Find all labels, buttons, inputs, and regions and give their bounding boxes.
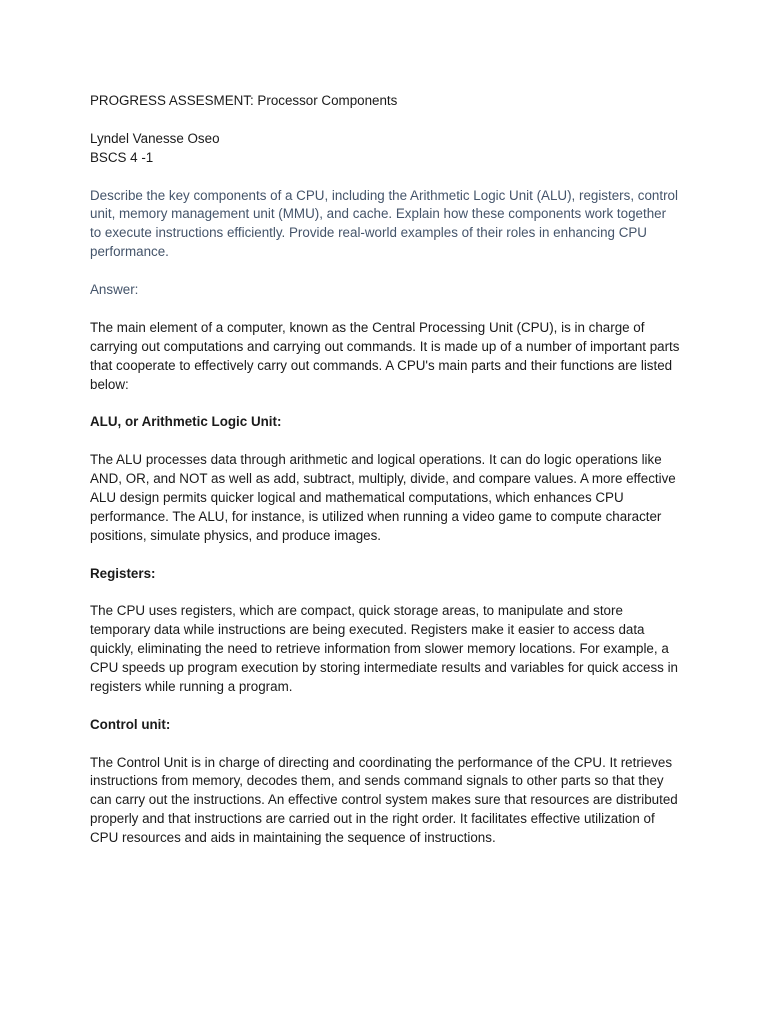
spacer — [90, 168, 680, 187]
document-title: PROGRESS ASSESMENT: Processor Components — [90, 93, 398, 108]
section-heading-control-unit: Control unit: — [90, 716, 171, 732]
section-body-control-unit: The Control Unit is in charge of directing and coordinating the performance of the CPU. It retrieves instructions from memory, decodes them, and sends command signals to other parts so that they can carry out the instructions. An effective control system makes sure that resources are distributed properly and that instructions are carried out in the right order. It facilitates effective utilization of CPU resources and aids in maintaining the sequence of instructions. — [90, 754, 678, 846]
section-heading-registers: Registers: — [90, 565, 156, 581]
section-heading-alu: ALU, or Arithmetic Logic Unit: — [90, 414, 282, 430]
intro-paragraph: The main element of a computer, known as the Central Processing Unit (CPU), is in charge of carrying out computations and carrying out commands. It is made up of a number of important parts that cooperate to effectively carry out commands. A CPU's main parts and their functions are listed below: — [90, 319, 680, 392]
author-name: Lyndel Vanesse Oseo — [90, 130, 220, 146]
class-section: BSCS 4 -1 — [90, 149, 154, 165]
spacer — [90, 111, 680, 130]
section-body-registers: The CPU uses registers, which are compact, quick storage areas, to manipulate and store temporary data while instructions are being executed. Registers make it easier to access data quickly, eliminating the need to retrieve information from slower memory locations. For example, a CPU speeds up program execution by storing intermediate results and variables for quick access in registers while running a program. — [90, 603, 678, 694]
section-body-alu: The ALU processes data through arithmetic and logical operations. It can do logic operations like AND, OR, and NOT as well as add, subtract, multiply, divide, and compare values. A more effective ALU design permits quicker logical and mathematical computations, which enhances CPU performance. The ALU, for instance, is utilized when running a video game to compute character positions, simulate physics, and produce images. — [90, 452, 676, 543]
answer-label: Answer: — [90, 282, 139, 298]
document-page — [90, 92, 680, 867]
question-prompt: Describe the key components of a CPU, including the Arithmetic Logic Unit (ALU), registers, control unit, memory management unit (MMU), and cache. Explain how these components work together to execute instructions efficiently. Provide real-world examples of their roles in enhancing CPU performance. — [90, 187, 678, 260]
